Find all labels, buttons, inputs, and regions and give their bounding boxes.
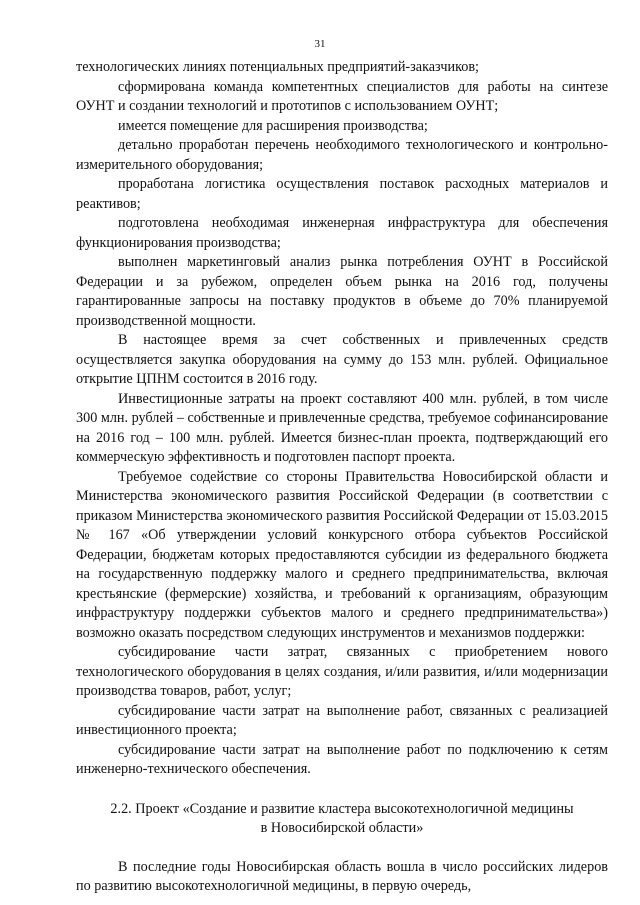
paragraph: Требуемое содействие со стороны Правительства Новосибирской области и Министерства экономического развития Российской Федерации (в соответствии с приказом Министерства экономического развития Российской Федерации от 15.03.2015 № 167 «Об утверждении условий конкурсного отбора субъектов Российской Федерации, бюджетам которых предоставляются субсидии из федерального бюджета на государственную поддержку малого и среднего предпринимательства, включая крестьянские (фермерские) хозяйства, и требований к организациям, образующим инфраструктуру поддержки субъектов малого и среднего предпринимательства») возможно оказать посредством следующих инструментов и механизмов поддержки: bbox=[76, 468, 608, 641]
section-heading bbox=[76, 800, 608, 838]
paragraph: технологических линиях потенциальных предприятий-заказчиков; bbox=[76, 59, 479, 75]
page-number: 31 bbox=[314, 38, 326, 50]
paragraph: подготовлена необходимая инженерная инфраструктура для обеспечения функционирования производства; bbox=[76, 215, 608, 251]
paragraph: субсидирование части затрат на выполнение работ, связанных с реализацией инвестиционного проекта; bbox=[76, 702, 608, 738]
paragraph: В последние годы Новосибирская область вошла в число российских лидеров по развитию высокотехнологичной медицины, в первую очередь, bbox=[76, 858, 608, 894]
section-heading-line: 2.2. Проект «Создание и развитие кластера высокотехнологичной медицины bbox=[110, 800, 574, 817]
paragraph: выполнен маркетинговый анализ рынка потребления ОУНТ в Российской Федерации и за рубежом, определен объем рынка на 2016 год, получены гарантированные запросы на поставку продуктов в объеме до 70% планируемой производственной мощности. bbox=[76, 254, 608, 329]
paragraph: детально проработан перечень необходимого технологического и контрольно-измерительного оборудования; bbox=[76, 137, 608, 173]
paragraph: проработана логистика осуществления поставок расходных материалов и реактивов; bbox=[76, 176, 608, 212]
paragraph: субсидирование части затрат, связанных с приобретением нового технологического оборудования в целях создания, и/или развития, и/или модернизации производства товаров, работ, услуг; bbox=[76, 644, 608, 699]
page-content bbox=[76, 58, 608, 897]
paragraph: Инвестиционные затраты на проект составляют 400 млн. рублей, в том числе 300 млн. рублей – собственные и привлеченные средства, требуемое софинансирование на 2016 год – 100 млн. рублей. Имеется бизнес-план проекта, подтверждающий его коммерческую эффективность и подготовлен паспорт проекта. bbox=[76, 390, 608, 465]
paragraph: сформирована команда компетентных специалистов для работы на синтезе ОУНТ и создании технологий и прототипов с использованием ОУНТ; bbox=[76, 78, 608, 114]
section-heading-line: в Новосибирской области» bbox=[260, 819, 424, 836]
paragraph: имеется помещение для расширения производства; bbox=[118, 117, 428, 134]
paragraph: субсидирование части затрат на выполнение работ по подключению к сетям инженерно-технического обеспечения. bbox=[76, 741, 608, 777]
paragraph: В настоящее время за счет собственных и привлеченных средств осуществляется закупка оборудования на сумму до 153 млн. рублей. Официальное открытие ЦПНМ состоится в 2016 году. bbox=[76, 332, 608, 387]
